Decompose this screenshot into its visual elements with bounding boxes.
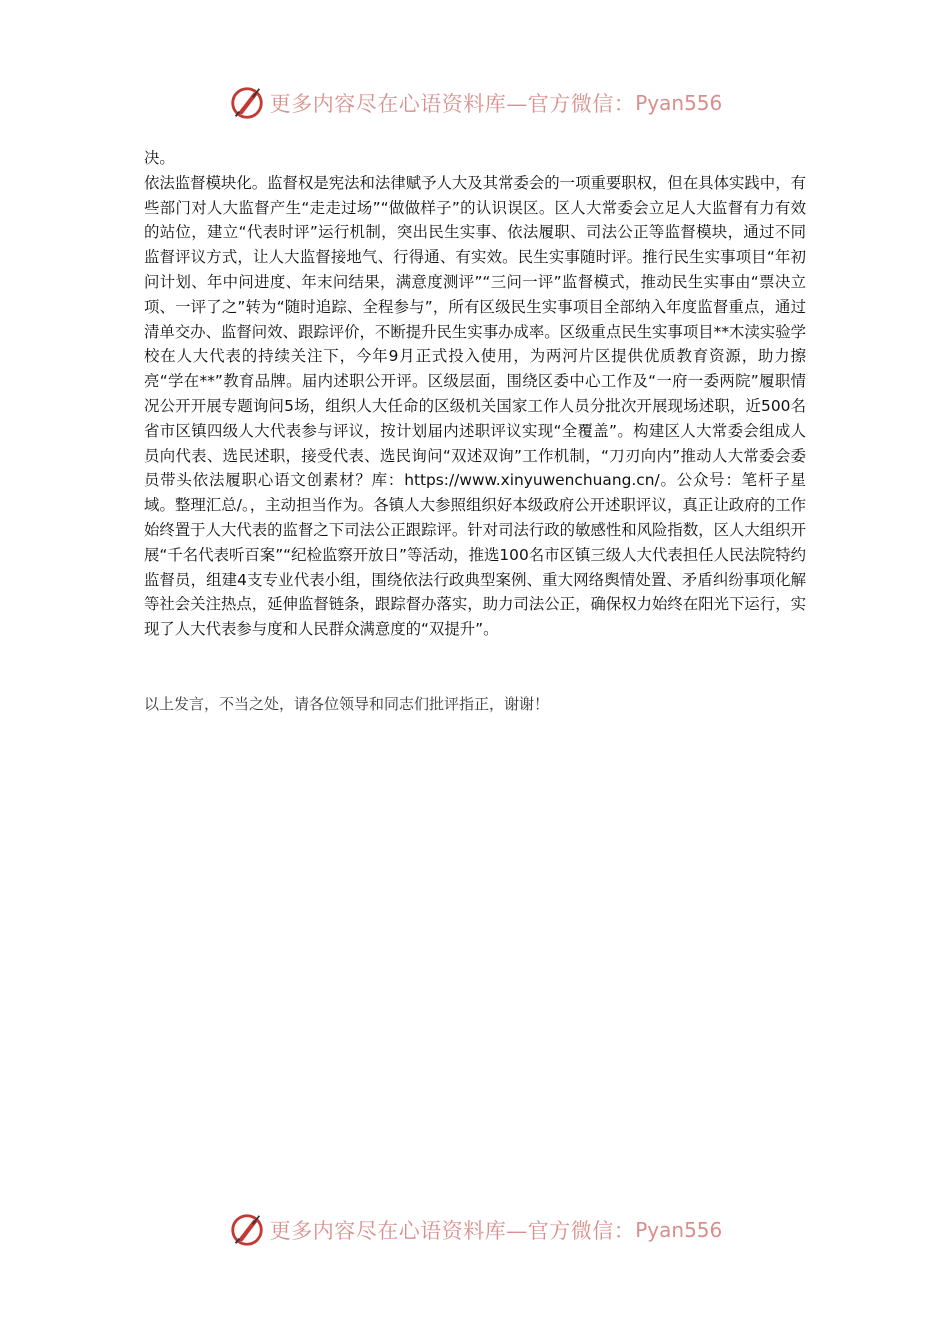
header-banner	[0, 81, 950, 125]
quill-pen-logo-icon	[228, 84, 266, 122]
quill-pen-logo-icon	[228, 1211, 266, 1249]
header-banner-text: 更多内容尽在心语资料库—官方微信：	[269, 92, 636, 116]
paragraph-continuation: 决。	[144, 149, 175, 167]
footer-wechat-id: Pyan556	[635, 1218, 723, 1242]
footer-banner-text: 更多内容尽在心语资料库—官方微信：	[269, 1219, 636, 1243]
paragraph-main: 依法监督模块化。监督权是宪法和法律赋予人大及其常委会的一项重要职权，但在具体实践中，有些部门对人大监督产生“走走过场”“做做样子”的认识误区。区人大常委会立足人大监督有力有效的站位，建立“代表时评”运行机制，突出民生实事、依法履职、司法公正等监督模块，通过不同监督评议方式，让人大监督接地气、行得通、有实效。民生实事随时评。推行民生实事项目“年初问计划、年中问进度、年末问结果，满意度测评”“三问一评”监督模式，推动民生实事由“票决立项、一评了之”转为“随时追踪、全程参与”，所有区级民生实事项目全部纳入年度监督重点，通过清单交办、监督问效、跟踪评价，不断提升民生实事办成率。区级重点民生实事项目**木渎实验学校在人大代表的持续关注下，今年9月正式投入使用，为两河片区提供优质教育资源，助力擦亮“学在**”教育品牌。届内述职公开评。区级层面，围绕区委中心工作及“一府一委两院”履职情况公开开展专题询问5场，组织人大任命的区级机关国家工作人员分批次开展现场述职，近500名省市区镇四级人大代表参与评议，按计划届内述职评议实现“全覆盖”。构建区人大常委会组成人员向代表、选民述职，接受代表、选民询问“双述双询”工作机制，“刀刃向内”推动人大常委会委员带头依法履职心语文创素材？库：https://www.xinyuwenchuang.cn/。公众号：笔杆子星域。整理汇总/。，主动担当作为。各镇人大参照组织好本级政府公开述职评议，真正让政府的工作始终置于人大代表的监督之下司法公正跟踪评。针对司法行政的敏感性和风险指数，区人大组织开展“千名代表听百案”“纪检监察开放日”等活动，推选100名市区镇三级人大代表担任人民法院特约监督员，组建4支专业代表小组，围绕依法行政典型案例、重大网络舆情处置、矛盾纠纷事项化解等社会关注热点，延伸监督链条，跟踪督办落实，助力司法公正，确保权力始终在阳光下运行，实现了人大代表参与度和人民群众满意度的“双提升”。	[144, 173, 806, 639]
document-body	[144, 146, 806, 642]
footer-banner	[0, 1208, 950, 1252]
closing-remark: 以上发言，不当之处，请各位领导和同志们批评指正，谢谢！	[144, 695, 550, 713]
header-wechat-id: Pyan556	[635, 91, 723, 115]
